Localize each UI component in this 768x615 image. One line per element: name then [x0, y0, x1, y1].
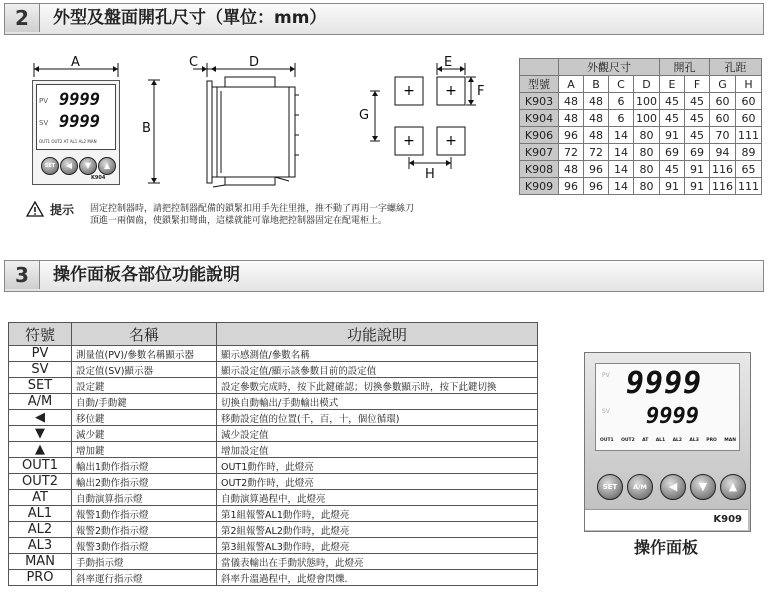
- indicator-al2: AL2: [672, 438, 683, 443]
- function-cell: OUT2動作時，此燈亮: [217, 474, 538, 490]
- down-arrow-icon[interactable]: ▼: [79, 157, 97, 175]
- value-cell: 91: [685, 178, 710, 195]
- panel-am-button[interactable]: A/M: [627, 474, 653, 500]
- column-header: G: [710, 76, 736, 93]
- value-cell: 80: [634, 144, 660, 161]
- name-cell: 設定值(SV)顯示器: [72, 362, 217, 378]
- dim-label-a: A: [71, 55, 80, 70]
- dim-label-e: E: [444, 55, 453, 70]
- column-header: F: [685, 76, 710, 93]
- table-row: [9, 506, 538, 522]
- name-cell: 輸出1動作指示燈: [72, 458, 217, 474]
- panel-model-strip: [585, 509, 748, 530]
- model-cell: K906: [520, 127, 559, 144]
- name-cell: 減少鍵: [72, 426, 217, 442]
- display-window: [36, 84, 116, 150]
- value-cell: 96: [559, 127, 584, 144]
- value-cell: 14: [609, 127, 634, 144]
- value-cell: 111: [736, 178, 762, 195]
- svg-text:+: +: [445, 83, 457, 99]
- function-cell: 減少設定值: [217, 426, 538, 442]
- indicator-out2: OUT2: [621, 438, 635, 443]
- dimension-table: [519, 58, 762, 195]
- symbol-cell: ▼: [9, 426, 72, 442]
- dim-label-g: G: [359, 108, 370, 123]
- table-row: [9, 522, 538, 538]
- table-row: [520, 110, 762, 127]
- tip-block: [26, 201, 516, 231]
- table-row: [9, 410, 538, 426]
- header-model: 型號: [520, 76, 559, 93]
- value-cell: 91: [685, 161, 710, 178]
- value-cell: 96: [584, 178, 609, 195]
- cutout-outline: [355, 55, 490, 183]
- panel-set-button[interactable]: SET: [597, 474, 623, 500]
- panel-caption: 操作面板: [634, 538, 699, 557]
- value-cell: 6: [609, 93, 634, 110]
- tip-line-2: 頂進一兩個齒，使鎖緊扣彎曲，這樣就能可靠地把控制器固定在配電柜上。: [90, 216, 388, 226]
- dim-label-h: H: [425, 167, 435, 182]
- indicator-al1: AL1: [655, 438, 666, 443]
- value-cell: 45: [685, 127, 710, 144]
- table-row: [9, 458, 538, 474]
- dim-label-d: D: [249, 55, 260, 70]
- dim-label-f: F: [477, 84, 485, 99]
- name-cell: 報警3動作指示燈: [72, 538, 217, 554]
- model-cell: K903: [520, 93, 559, 110]
- value-cell: 100: [634, 93, 660, 110]
- value-cell: 60: [736, 93, 762, 110]
- svg-text:+: +: [403, 83, 415, 99]
- value-cell: 69: [660, 144, 685, 161]
- dim-label-b: B: [142, 121, 151, 136]
- name-cell: 斜率運行指示燈: [72, 570, 217, 586]
- side-view-drawing: [185, 55, 315, 190]
- indicator-out1: OUT1: [600, 438, 614, 443]
- table-row: [9, 378, 538, 394]
- section-title: 外型及盤面開孔尺寸（單位：mm）: [53, 8, 327, 28]
- value-cell: 111: [736, 127, 762, 144]
- function-cell: OUT1動作時，此燈亮: [217, 458, 538, 474]
- value-cell: 96: [559, 178, 584, 195]
- table-row: [520, 161, 762, 178]
- value-cell: 45: [660, 161, 685, 178]
- dim-label-c: C: [189, 55, 199, 70]
- model-label: K904: [91, 175, 106, 181]
- indicator-at: AT: [642, 438, 649, 443]
- indicator-man: MAN: [724, 438, 736, 443]
- name-cell: 報警1動作指示燈: [72, 506, 217, 522]
- symbol-cell: PRO: [9, 570, 72, 586]
- value-cell: 48: [559, 110, 584, 127]
- table-row: [9, 474, 538, 490]
- section-number: 3: [5, 261, 40, 289]
- value-cell: 48: [584, 93, 609, 110]
- function-cell: 第2組報警AL2動作時，此燈亮: [217, 522, 538, 538]
- up-arrow-icon[interactable]: ▲: [98, 157, 116, 175]
- value-cell: 65: [736, 161, 762, 178]
- symbol-cell: AT: [9, 490, 72, 506]
- value-cell: 14: [609, 161, 634, 178]
- name-cell: 手動指示燈: [72, 554, 217, 570]
- table-row: [520, 144, 762, 161]
- symbol-cell: MAN: [9, 554, 72, 570]
- model-cell: K907: [520, 144, 559, 161]
- value-cell: 100: [634, 110, 660, 127]
- function-table: [8, 322, 538, 586]
- header-name: 名稱: [72, 323, 217, 346]
- table-row: [9, 570, 538, 586]
- set-button[interactable]: SET: [41, 157, 59, 175]
- header-function: 功能說明: [217, 323, 538, 346]
- panel-model-label: K909: [713, 514, 742, 525]
- header-symbol: 符號: [9, 323, 72, 346]
- symbol-cell: AL1: [9, 506, 72, 522]
- function-cell: 斜率升溫過程中，此燈會閃爍.: [217, 570, 538, 586]
- symbol-cell: AL2: [9, 522, 72, 538]
- cutout-drawing: [355, 55, 490, 183]
- function-cell: 自動演算過程中，此燈亮: [217, 490, 538, 506]
- group-header-cutout: 開孔: [660, 59, 710, 76]
- value-cell: 60: [710, 110, 736, 127]
- tip-label: 提示: [50, 203, 75, 217]
- panel-sv-tag: SV: [602, 408, 610, 415]
- table-row: [520, 178, 762, 195]
- value-cell: 80: [634, 127, 660, 144]
- function-cell: 設定參數完成時，按下此鍵確認；切換參數顯示時，按下此鍵切換: [217, 378, 538, 394]
- operating-panel: [584, 352, 751, 532]
- table-row: [520, 93, 762, 110]
- column-header: A: [559, 76, 584, 93]
- value-cell: 96: [584, 161, 609, 178]
- value-cell: 80: [634, 161, 660, 178]
- name-cell: 增加鍵: [72, 442, 217, 458]
- value-cell: 69: [685, 144, 710, 161]
- function-cell: 顯示感測值/參數名稱: [217, 346, 538, 362]
- pv-display: 9999: [59, 90, 100, 110]
- sv-display: 9999: [59, 112, 100, 132]
- value-cell: 72: [559, 144, 584, 161]
- front-view-drawing: [30, 55, 170, 190]
- symbol-cell: AL3: [9, 538, 72, 554]
- name-cell: 測量值(PV)/參數名稱顯示器: [72, 346, 217, 362]
- table-row: [9, 538, 538, 554]
- value-cell: 14: [609, 178, 634, 195]
- section-2-header: [4, 3, 764, 35]
- value-cell: 14: [609, 144, 634, 161]
- panel-indicator-row: [600, 438, 736, 443]
- section-title: 操作面板各部位功能說明: [53, 265, 240, 285]
- table-row: [520, 127, 762, 144]
- table-row: [9, 394, 538, 410]
- model-cell: K908: [520, 161, 559, 178]
- symbol-cell: OUT1: [9, 458, 72, 474]
- model-cell: K909: [520, 178, 559, 195]
- pv-tag: PV: [39, 97, 49, 105]
- panel-up-arrow-icon[interactable]: ▲: [720, 474, 746, 500]
- value-cell: 45: [685, 93, 710, 110]
- table-row: [9, 426, 538, 442]
- warning-icon: [26, 201, 44, 217]
- section-number: 2: [5, 4, 40, 32]
- function-cell: 切換自動輸出/手動輸出模式: [217, 394, 538, 410]
- value-cell: 60: [736, 110, 762, 127]
- indicator-pro: PRO: [706, 438, 717, 443]
- panel-pv-display: 9999: [626, 366, 703, 401]
- value-cell: 91: [660, 127, 685, 144]
- panel-display: [595, 363, 740, 451]
- table-row: [9, 362, 538, 378]
- value-cell: 91: [660, 178, 685, 195]
- name-cell: 設定鍵: [72, 378, 217, 394]
- tip-line-1: 固定控制器時，請把控制器配備的鎖緊扣用手先往里推，推不動了再用一字螺絲刀: [90, 204, 415, 214]
- value-cell: 48: [584, 127, 609, 144]
- value-cell: 48: [584, 110, 609, 127]
- function-cell: 當儀表輸出在手動狀態時，此燈亮: [217, 554, 538, 570]
- table-row: [9, 442, 538, 458]
- svg-text:+: +: [403, 133, 415, 149]
- function-cell: 第1組報警AL1動作時，此燈亮: [217, 506, 538, 522]
- symbol-cell: ◀: [9, 410, 72, 426]
- name-cell: 輸出2動作指示燈: [72, 474, 217, 490]
- group-header-exterior: 外觀尺寸: [559, 59, 660, 76]
- value-cell: 60: [710, 93, 736, 110]
- column-header: B: [584, 76, 609, 93]
- name-cell: 自動演算指示燈: [72, 490, 217, 506]
- indicator-labels: OUT1 OUT2 AT AL1 AL2 MAN: [39, 139, 97, 144]
- left-arrow-icon[interactable]: ◀: [60, 157, 78, 175]
- value-cell: 89: [736, 144, 762, 161]
- panel-pv-tag: PV: [602, 372, 610, 379]
- sv-tag: SV: [39, 119, 49, 127]
- function-cell: 移動設定值的位置(千，百，十，個位循環): [217, 410, 538, 426]
- function-cell: 增加設定值: [217, 442, 538, 458]
- model-cell: K904: [520, 110, 559, 127]
- value-cell: 72: [584, 144, 609, 161]
- name-cell: 移位鍵: [72, 410, 217, 426]
- table-row: [9, 346, 538, 362]
- symbol-cell: SET: [9, 378, 72, 394]
- column-header: E: [660, 76, 685, 93]
- value-cell: 45: [685, 110, 710, 127]
- value-cell: 116: [710, 178, 736, 195]
- column-header: D: [634, 76, 660, 93]
- value-cell: 45: [660, 110, 685, 127]
- panel-left-arrow-icon[interactable]: ◀: [660, 474, 686, 500]
- value-cell: 6: [609, 110, 634, 127]
- function-cell: 顯示設定值/顯示該參數目前的設定值: [217, 362, 538, 378]
- side-outline: [185, 55, 315, 190]
- symbol-cell: SV: [9, 362, 72, 378]
- svg-text:+: +: [445, 133, 457, 149]
- value-cell: 116: [710, 161, 736, 178]
- value-cell: 70: [710, 127, 736, 144]
- name-cell: 報警2動作指示燈: [72, 522, 217, 538]
- group-header-pitch: 孔距: [710, 59, 762, 76]
- name-cell: 自動/手動鍵: [72, 394, 217, 410]
- symbol-cell: A/M: [9, 394, 72, 410]
- table-row: [9, 554, 538, 570]
- column-header: H: [736, 76, 762, 93]
- panel-sv-display: 9999: [646, 404, 699, 429]
- indicator-al3: AL3: [689, 438, 699, 443]
- symbol-cell: ▲: [9, 442, 72, 458]
- section-3-header: [4, 260, 764, 292]
- symbol-cell: OUT2: [9, 474, 72, 490]
- value-cell: 45: [660, 93, 685, 110]
- value-cell: 94: [710, 144, 736, 161]
- table-row: [9, 490, 538, 506]
- column-header: C: [609, 76, 634, 93]
- function-cell: 第3組報警AL3動作時，此燈亮: [217, 538, 538, 554]
- value-cell: 80: [634, 178, 660, 195]
- symbol-cell: PV: [9, 346, 72, 362]
- value-cell: 48: [559, 161, 584, 178]
- panel-down-arrow-icon[interactable]: ▼: [690, 474, 716, 500]
- value-cell: 48: [559, 93, 584, 110]
- front-panel: [32, 80, 120, 185]
